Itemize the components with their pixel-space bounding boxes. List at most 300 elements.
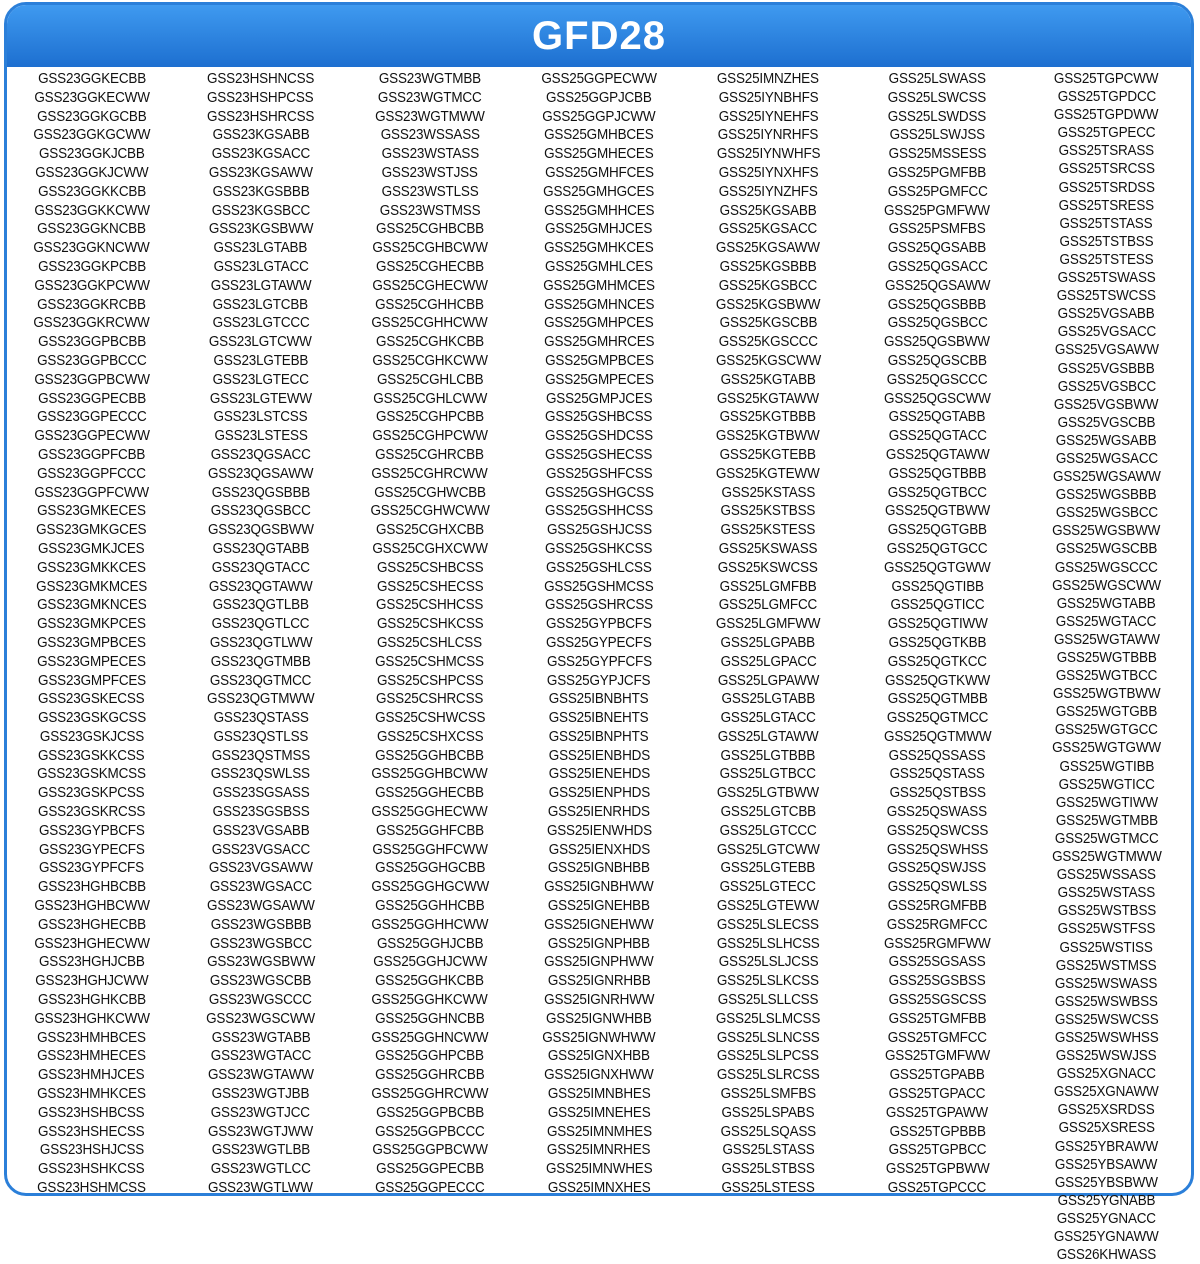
model-code: GSS23HGHBCBB	[37, 879, 146, 896]
model-code: GSS23WGSAWW	[206, 898, 315, 915]
model-code: GSS23LGTEWW	[209, 390, 312, 407]
model-code: GSS25QSSASS	[888, 747, 986, 764]
model-code: GSS25LSLPCSS	[717, 1048, 820, 1065]
model-code: GSS25GGHRCBB	[375, 1067, 485, 1084]
model-code: GSS25CGHECBB	[375, 258, 484, 275]
model-code: GSS25IMNEHES	[547, 1104, 651, 1121]
model-code: GSS25LSQASS	[720, 1123, 816, 1140]
model-code: GSS25TGPDWW	[1054, 107, 1159, 124]
model-code: GSS23LGTCCC	[212, 315, 310, 332]
model-code: GSS23VGSABB	[212, 822, 310, 839]
model-code: GSS23HMHJCES	[38, 1067, 145, 1084]
model-code: GSS23WGTMBB	[378, 71, 481, 87]
model-code: GSS25GGHFCWW	[372, 841, 488, 858]
model-code: GSS23GGPFCBB	[37, 446, 146, 463]
model-code: GSS23GSKECSS	[38, 691, 145, 708]
model-code: GSS23GSKKCSS	[38, 747, 145, 764]
model-code: GSS23WSTJSS	[381, 164, 478, 181]
model-code: GSS25KGSAWW	[716, 240, 821, 257]
model-code: GSS25LGTEWW	[717, 898, 820, 915]
model-code: GSS23WGSCCC	[209, 992, 313, 1009]
model-code: GSS25CSHBCSS	[376, 559, 484, 576]
model-code: GSS25IMNZHES	[717, 71, 820, 87]
model-code: GSS25LGPAWW	[717, 672, 819, 689]
model-code: GSS25RGMFWW	[883, 935, 991, 952]
model-code: GSS25VGSBBB	[1057, 360, 1155, 377]
model-code: GSS23WGTLBB	[211, 1142, 310, 1159]
model-code: GSS25QGTAWW	[885, 446, 990, 463]
model-code: GSS23GGKPCWW	[33, 277, 150, 294]
model-code: GSS23HMHECES	[37, 1048, 146, 1065]
model-code: GSS23WGTJWW	[208, 1123, 314, 1140]
model-code: GSS25TGPACC	[888, 1086, 986, 1103]
model-code: GSS23QGSBCC	[210, 503, 311, 520]
model-code: GSS25TGPBBB	[889, 1123, 986, 1140]
model-code: GSS25GSHDCSS	[545, 428, 653, 445]
model-column	[514, 67, 683, 1197]
model-code: GSS25GSHJCSS	[546, 522, 652, 539]
model-code: GSS23GGPECBB	[37, 390, 146, 407]
model-code: GSS23QGTACC	[211, 559, 310, 576]
model-code: GSS25QGTABB	[888, 409, 986, 426]
model-code: GSS25QGSAWW	[884, 277, 990, 294]
model-code: GSS23WGTJBB	[211, 1086, 310, 1103]
model-code: GSS23GGKGCWW	[33, 127, 151, 144]
model-code: GSS25GMHNCES	[543, 296, 655, 313]
model-code: GSS25KGSCWW	[715, 352, 821, 369]
model-code: GSS25WSWHSS	[1054, 1029, 1159, 1046]
model-column	[345, 67, 514, 1197]
model-code: GSS25GGHJCBB	[376, 935, 484, 952]
model-code: GSS25GGHECBB	[375, 785, 485, 802]
model-code: GSS23GGKNCBB	[37, 221, 146, 238]
model-code: GSS23HSHRCSS	[207, 108, 315, 125]
model-code: GSS25CGHKCBB	[375, 334, 484, 351]
model-code: GSS23GGKGCBB	[36, 108, 147, 125]
model-code: GSS25WGTACC	[1056, 613, 1157, 630]
model-code: GSS25GGHJCWW	[372, 954, 487, 971]
model-code: GSS25CSHXCSS	[376, 728, 484, 745]
model-code: GSS23LSTCSS	[213, 409, 308, 426]
model-code: GSS25IGNWHWW	[542, 1029, 656, 1046]
model-code: GSS23WGSBBB	[210, 916, 312, 933]
model-code: GSS25TGMFWW	[884, 1048, 990, 1065]
model-code: GSS25PSMFBS	[888, 221, 986, 238]
model-code: GSS25KSTASS	[721, 484, 815, 501]
model-code: GSS25LGTCWW	[716, 841, 820, 858]
model-code: GSS25GGHBCBB	[375, 747, 485, 764]
model-code: GSS25WGSCCC	[1054, 559, 1158, 576]
model-code: GSS25WGTICC	[1058, 776, 1155, 793]
model-code: GSS23HGHECWW	[33, 935, 150, 952]
model-code: GSS25TSTBSS	[1059, 233, 1154, 250]
model-code: GSS23QGTLCC	[211, 616, 310, 633]
model-code: GSS25IGNEHWW	[544, 916, 654, 933]
model-code: GSS25WGTGCC	[1054, 722, 1158, 739]
model-code: GSS25CGHXCBB	[375, 522, 484, 539]
model-code: GSS25CSHWCSS	[374, 710, 485, 727]
model-code: GSS25QGTMWW	[883, 728, 991, 745]
model-code: GSS25CSHMCSS	[375, 653, 485, 670]
model-code: GSS25WSTISS	[1059, 939, 1153, 956]
model-code: GSS25LSLJCSS	[718, 954, 818, 971]
model-code: GSS25GGPJCWW	[542, 108, 656, 125]
model-code: GSS23KGSABB	[212, 127, 310, 144]
model-code: GSS25WGTIWW	[1055, 794, 1158, 811]
model-code: GSS25QGSBBB	[888, 296, 987, 313]
model-code: GSS25QGTIWW	[887, 616, 988, 633]
model-code: GSS25GGPBCBB	[375, 1104, 484, 1121]
model-code: GSS25GGHBCWW	[371, 766, 488, 783]
model-code: GSS25XGNACC	[1056, 1066, 1156, 1083]
model-code: GSS25QGSABB	[888, 240, 987, 257]
model-code: GSS25KGTBBB	[720, 409, 817, 426]
model-code: GSS23GGKKCWW	[33, 202, 150, 219]
model-code: GSS25QGTKBB	[888, 634, 987, 651]
model-code: GSS25LSLHCSS	[716, 935, 820, 952]
model-code: GSS25GMHLCES	[545, 258, 653, 275]
model-code: GSS25IENPHDS	[548, 785, 650, 802]
model-code: GSS25IYNBHFS	[718, 89, 818, 106]
model-code: GSS25IENRHDS	[548, 804, 650, 821]
model-code: GSS23GGKRCBB	[37, 296, 146, 313]
model-code: GSS23LSTESS	[214, 428, 308, 445]
model-code: GSS25IYNZHFS	[718, 183, 818, 200]
model-code: GSS25KGSBWW	[715, 296, 821, 313]
model-code: GSS25CGHWCWW	[370, 503, 490, 520]
model-code: GSS25QGTMCC	[886, 710, 988, 727]
model-code: GSS25IYNWHFS	[716, 146, 820, 163]
model-code: GSS25WGTGBB	[1055, 704, 1158, 721]
model-code: GSS25WGSAWW	[1052, 469, 1161, 486]
model-code: GSS25GGHRCWW	[371, 1086, 489, 1103]
model-code: GSS23GYPECFS	[38, 841, 145, 858]
model-code: GSS25QGSCCC	[886, 371, 988, 388]
model-code: GSS25CGHRCWW	[371, 465, 488, 482]
model-code: GSS25WGTMWW	[1051, 849, 1162, 866]
model-code: GSS25GGHHCBB	[375, 898, 485, 915]
model-code: GSS25IENWHDS	[546, 822, 652, 839]
model-code: GSS25GMHRCES	[543, 334, 655, 351]
model-code: GSS23VGSAWW	[208, 860, 313, 877]
model-code: GSS25GMHKCES	[544, 240, 654, 257]
model-code: GSS25IENEHDS	[548, 766, 650, 783]
model-code: GSS25WSWJSS	[1056, 1048, 1157, 1065]
model-code: GSS25TGMFBB	[888, 1010, 987, 1027]
model-code: GSS25GYPBCFS	[546, 616, 652, 633]
model-code: GSS25WGSBWW	[1052, 523, 1161, 540]
model-code: GSS25YGNAWW	[1054, 1229, 1159, 1245]
model-code: GSS25PGMFWW	[884, 202, 991, 219]
model-code: GSS23HGHECBB	[37, 916, 146, 933]
model-code: GSS25IMNXHES	[547, 1180, 651, 1197]
model-code: GSS23WGSBCC	[209, 935, 312, 952]
model-code: GSS23GGPBCWW	[33, 371, 150, 388]
model-code: GSS25WSTMSS	[1056, 957, 1157, 974]
model-code: GSS25WGTBBB	[1056, 650, 1157, 666]
model-code: GSS25IYNRHFS	[717, 127, 819, 144]
model-code: GSS23HMHBCES	[37, 1029, 146, 1046]
model-code: GSS25GGHECWW	[371, 804, 488, 821]
model-code: GSS23GGKKCBB	[37, 183, 146, 200]
model-code: GSS23QGTABB	[212, 540, 310, 557]
model-code: GSS25LGMFWW	[715, 616, 821, 633]
model-code: GSS25WGSBCC	[1055, 505, 1158, 522]
model-code: GSS25CGHHCWW	[371, 315, 488, 332]
model-code: GSS25CSHHCSS	[376, 597, 484, 614]
model-code: GSS23GMKKCES	[37, 559, 146, 576]
model-code: GSS25QGTMBB	[887, 691, 988, 708]
model-code: GSS23GSKMCSS	[37, 766, 146, 783]
model-code: GSS25QGTGBB	[887, 522, 987, 539]
model-code: GSS23GMKPCES	[37, 616, 146, 633]
model-code: GSS25QGSCWW	[883, 390, 991, 407]
model-code: GSS25GGPJCBB	[546, 89, 652, 106]
model-code: GSS23QGTAWW	[208, 578, 313, 595]
model-code: GSS25WGTABB	[1056, 595, 1156, 612]
model-code: GSS25QSWCSS	[886, 822, 988, 839]
model-code: GSS25TSRESS	[1058, 197, 1155, 214]
model-code: GSS23GSKRCSS	[37, 804, 146, 821]
model-code: GSS23SGSASS	[212, 785, 310, 802]
model-code: GSS25SGSBSS	[888, 973, 986, 990]
model-code: GSS25GMPJCES	[545, 390, 653, 407]
model-code: GSS25TGPECC	[1057, 125, 1156, 142]
model-code: GSS25IMNBHES	[547, 1086, 651, 1103]
model-code: GSS25GSHHCSS	[545, 503, 653, 520]
model-code: GSS25TSRCSS	[1058, 161, 1155, 178]
model-code: GSS25GGPECBB	[375, 1161, 484, 1178]
model-code: GSS25PGMFBB	[888, 164, 987, 181]
model-code: GSS25LGTABB	[721, 691, 815, 708]
model-code: GSS25TSWCSS	[1056, 288, 1156, 305]
model-code: GSS25WGSCBB	[1055, 541, 1158, 558]
model-code: GSS25KSWASS	[718, 540, 818, 557]
model-code: GSS25IGNEHBB	[548, 898, 650, 915]
model-code: GSS25CGHWCBB	[374, 484, 486, 501]
model-code: GSS23KGSAWW	[208, 164, 313, 181]
model-code: GSS25QGTKCC	[887, 653, 987, 670]
model-code: GSS23GMKMCES	[36, 578, 148, 595]
model-code: GSS25QGTICC	[890, 597, 985, 614]
model-code: GSS23WGTABB	[211, 1029, 311, 1046]
model-code: GSS25WSWASS	[1055, 975, 1158, 992]
model-code: GSS23WGTAWW	[207, 1067, 314, 1084]
model-code: GSS23HGHBCWW	[33, 898, 150, 915]
model-code: GSS25KGSBBB	[719, 258, 817, 275]
model-code: GSS25GGPECCC	[375, 1180, 485, 1197]
model-code: GSS23WGTLCC	[210, 1161, 311, 1178]
model-code: GSS23GGKJCBB	[38, 146, 145, 163]
model-code: GSS23HGHKCBB	[37, 992, 146, 1009]
model-code: GSS25GGPECWW	[541, 71, 657, 87]
model-code: GSS25IENXHDS	[548, 841, 650, 858]
model-code: GSS25WGTAWW	[1053, 631, 1160, 648]
model-code: GSS25WGTBWW	[1052, 686, 1161, 703]
model-code: GSS25WGTBCC	[1055, 668, 1158, 685]
model-code: GSS25IMNRHES	[547, 1142, 651, 1159]
model-code: GSS25GGHNCBB	[375, 1010, 485, 1027]
model-code: GSS25GSHMCSS	[544, 578, 654, 595]
model-code: GSS25TGPBWW	[885, 1161, 990, 1178]
model-code: GSS25LGTEBB	[720, 860, 816, 877]
model-code: GSS23HSHJCSS	[39, 1142, 144, 1159]
model-code: GSS23GGKECBB	[37, 71, 146, 87]
model-code: GSS25WGSCWW	[1051, 577, 1161, 594]
model-code: GSS23HSHBCSS	[38, 1104, 145, 1121]
model-code: GSS25GMPECES	[544, 371, 654, 388]
model-code: GSS25TGPAWW	[886, 1104, 989, 1121]
model-code: GSS23GMKECES	[37, 503, 146, 520]
model-code: GSS23HGHJCBB	[38, 954, 145, 971]
model-code: GSS23QGTMCC	[210, 672, 312, 689]
model-code: GSS25CGHPCWW	[372, 428, 488, 445]
model-code: GSS25GYPECFS	[546, 634, 652, 651]
model-code: GSS23WSTMSS	[379, 202, 481, 219]
model-code: GSS25WGTMCC	[1054, 830, 1159, 847]
page-frame	[4, 2, 1194, 1264]
model-code: GSS25WSWCSS	[1054, 1011, 1159, 1028]
model-code: GSS25LGTBCC	[720, 766, 817, 783]
model-code: GSS25GMHMCES	[543, 277, 655, 294]
model-code: GSS25RGMFBB	[887, 898, 987, 915]
model-code: GSS23GGPBCCC	[36, 352, 147, 369]
model-code: GSS25LSWJSS	[889, 127, 985, 144]
model-code: GSS25PGMFCC	[887, 183, 988, 200]
model-code: GSS25TSRDSS	[1058, 179, 1155, 196]
model-code: GSS23WGSCBB	[210, 973, 312, 990]
model-code: GSS25LGTECC	[720, 879, 817, 896]
model-code: GSS23GGKNCWW	[33, 240, 150, 257]
model-code: GSS23KGSBWW	[208, 221, 313, 238]
model-code: GSS23GGPFCWW	[34, 484, 149, 501]
model-code: GSS23WGTMCC	[378, 89, 482, 106]
model-code: GSS25TSRASS	[1058, 143, 1155, 160]
model-code: GSS23QSWLSS	[211, 766, 311, 783]
model-code: GSS25WGTGWW	[1051, 740, 1161, 757]
model-code: GSS25IGNPHBB	[548, 935, 650, 952]
model-code: GSS25TGPABB	[889, 1067, 985, 1084]
model-code: GSS25LGTACC	[720, 710, 816, 727]
model-code: GSS25TGPBCC	[888, 1142, 987, 1159]
model-code: GSS25CGHKCWW	[372, 352, 488, 369]
model-code: GSS23WGSBWW	[206, 954, 315, 971]
model-code: GSS23WGTACC	[210, 1048, 311, 1065]
model-code: GSS25VGSCBB	[1057, 414, 1156, 431]
model-code: GSS23QGSACC	[210, 446, 311, 463]
model-code: GSS25LSLNCSS	[716, 1029, 820, 1046]
model-code: GSS25QGSBCC	[887, 315, 988, 332]
model-code: GSS25IGNRHWW	[543, 992, 655, 1009]
model-code: GSS25YBSBWW	[1054, 1174, 1158, 1191]
model-code: GSS25QGTBBB	[888, 465, 987, 482]
model-code: GSS23GGPECCC	[36, 409, 147, 426]
model-code: GSS23GGKRCWW	[33, 315, 150, 332]
model-code: GSS23HSHKCSS	[38, 1161, 145, 1178]
model-code: GSS25SGSCSS	[888, 992, 987, 1009]
model-code: GSS23GGKJCWW	[34, 164, 149, 181]
model-code: GSS23QGSAWW	[208, 465, 314, 482]
model-code: GSS25KGTBWW	[716, 428, 820, 445]
model-code: GSS23WSTASS	[381, 146, 479, 163]
model-code: GSS25TSTASS	[1059, 215, 1153, 232]
model-code: GSS25GMHHCES	[543, 202, 655, 219]
model-code: GSS23GMKNCES	[36, 597, 147, 614]
model-code: GSS25KGSABB	[719, 202, 817, 219]
model-code: GSS23LGTABB	[213, 240, 308, 257]
model-code: GSS23QGSBWW	[207, 522, 314, 539]
model-code: GSS25GSHFCSS	[545, 465, 653, 482]
model-code: GSS25GGPBCWW	[372, 1142, 488, 1159]
model-code: GSS25GSHRCSS	[545, 597, 653, 614]
model-code: GSS26KHWASS	[1056, 1247, 1157, 1264]
model-code: GSS23GGPFCCC	[37, 465, 146, 482]
model-code: GSS25CGHLCBB	[376, 371, 484, 388]
model-code: GSS25KGTAWW	[717, 390, 820, 407]
model-code: GSS25MSSESS	[888, 146, 987, 163]
model-code: GSS25KGTEBB	[720, 446, 817, 463]
model-code: GSS25QSWASS	[887, 804, 988, 821]
model-code: GSS25GGHPCBB	[375, 1048, 485, 1065]
model-code: GSS25WGSACC	[1055, 450, 1158, 467]
model-code: GSS25KGSCCC	[718, 334, 818, 351]
model-code: GSS25GSHKCSS	[545, 540, 653, 557]
model-code: GSS25QGTACC	[888, 428, 987, 445]
model-code: GSS25IBNPHTS	[549, 728, 649, 745]
model-code: GSS23KGSACC	[211, 146, 310, 163]
model-code: GSS25GMHGCES	[543, 183, 655, 200]
model-code: GSS25GGHHCWW	[371, 916, 489, 933]
model-code: GSS23GGPECWW	[33, 428, 150, 445]
model-code: GSS23QGSBBB	[211, 484, 310, 501]
model-code: GSS25CSHRCSS	[376, 691, 484, 708]
model-code: GSS25IGNXHWW	[544, 1067, 654, 1084]
model-code: GSS25KSWCSS	[718, 559, 819, 576]
model-code: GSS25WSWBSS	[1054, 993, 1158, 1010]
model-code: GSS25WGSABB	[1056, 432, 1157, 449]
model-code: GSS25LSTESS	[721, 1180, 815, 1197]
model-code: GSS25WSSASS	[1056, 867, 1156, 884]
model-code: GSS25LSLRCSS	[716, 1067, 820, 1084]
model-code: GSS25VGSBCC	[1057, 378, 1156, 395]
model-code: GSS25VGSBWW	[1054, 396, 1159, 413]
model-code: GSS23QGTMBB	[210, 653, 311, 670]
model-code: GSS25WGTMBB	[1055, 812, 1158, 829]
model-code: GSS25LGTCBB	[720, 804, 816, 821]
model-code: GSS25LGPACC	[720, 653, 817, 670]
model-column	[7, 67, 176, 1197]
model-code: GSS25TSTESS	[1059, 251, 1154, 268]
model-code: GSS25LSLLCSS	[717, 992, 819, 1009]
model-code: GSS25LGMFCC	[718, 597, 818, 614]
model-code: GSS25GMPBCES	[544, 352, 654, 369]
model-code: GSS25IGNWHBB	[546, 1010, 652, 1027]
model-code: GSS25CSHECSS	[376, 578, 484, 595]
model-code: GSS25QGSACC	[887, 258, 988, 275]
model-code: GSS25GGHGCWW	[371, 879, 489, 896]
model-code: GSS23HGHJCWW	[34, 973, 149, 990]
model-code: GSS25GSHGCSS	[544, 484, 654, 501]
model-code: GSS23GSKGCSS	[37, 710, 146, 727]
model-code: GSS25QSWLSS	[887, 879, 987, 896]
model-column	[176, 67, 345, 1197]
model-code: GSS25WGTIBB	[1059, 758, 1154, 775]
model-code: GSS25LSTASS	[722, 1142, 815, 1159]
model-code: GSS23VGSACC	[211, 841, 310, 858]
model-code: GSS25GMHPCES	[544, 315, 654, 332]
model-code: GSS23GMPFCES	[37, 672, 146, 689]
model-code: GSS25YBSAWW	[1055, 1156, 1158, 1173]
